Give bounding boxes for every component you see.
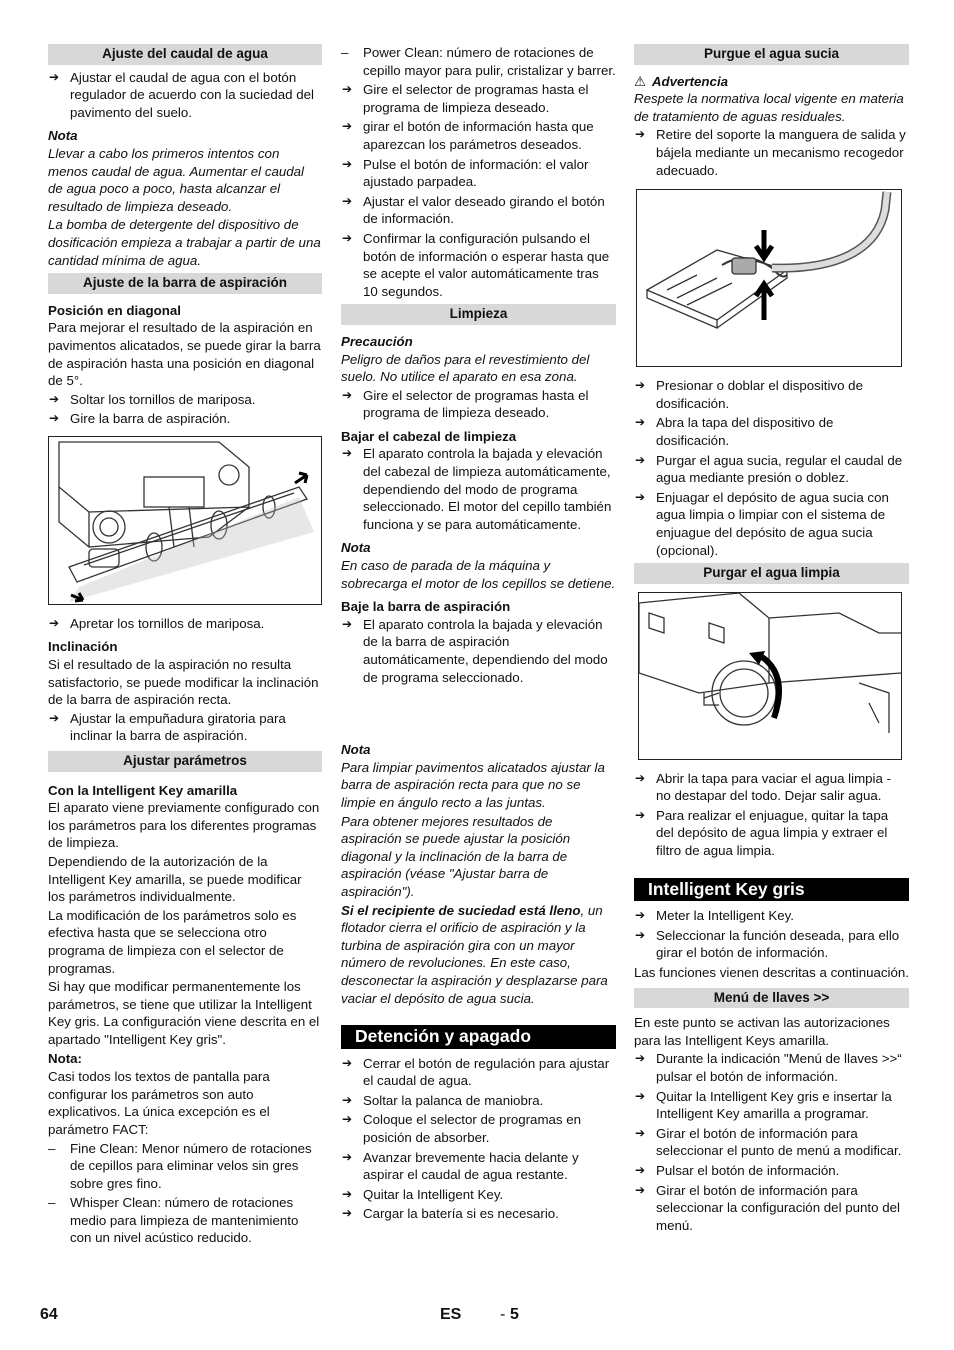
- paragraph: En este punto se activan las autorizaciones para las Intelligent Keys amarilla.: [634, 1015, 890, 1048]
- step: ➔ Abra la tapa del dispositivo de dosificación.: [635, 415, 834, 448]
- step: ➔ El aparato controla la bajada y elevación de la barra de aspiración automáticamente, dependiendo del modo de programa seleccionado.: [342, 616, 608, 685]
- caution-label: Precaución: [341, 333, 413, 349]
- dash-item: – Fine Clean: Menor número de rotaciones de cepillos para eliminar velos sin gres sobre gres fino.: [48, 1140, 312, 1191]
- paragraph: Si hay que modificar permanentemente los parámetros, se tiene que utilizar la Intelligent Key gris. La configuración viene descrita en el apartado "Intelligent Key gris".: [48, 979, 320, 1047]
- arrow-right-icon: ➔: [49, 615, 60, 630]
- heading-detencion: Detención y apagado: [341, 1025, 616, 1049]
- step: ➔ Pulsar el botón de información.: [635, 1162, 840, 1178]
- arrow-right-icon: ➔: [342, 1092, 353, 1107]
- arrow-right-icon: ➔: [342, 193, 353, 208]
- arrow-right-icon: ➔: [635, 1051, 646, 1066]
- warning-icon: ⚠: [634, 73, 646, 89]
- arrow-right-icon: ➔: [49, 411, 60, 426]
- language-code: ES: [440, 1306, 462, 1323]
- step: ➔ Meter la Intelligent Key.: [635, 908, 794, 924]
- arrow-right-icon: ➔: [635, 1088, 646, 1103]
- arrow-right-icon: ➔: [342, 446, 353, 461]
- paragraph: El aparato viene previamente configurado con los parámetros para los diferentes programas de limpieza.: [48, 800, 320, 851]
- arrow-right-icon: ➔: [342, 156, 353, 171]
- sub-page-number: 5: [510, 1306, 519, 1323]
- column-3: [634, 44, 909, 1236]
- page-number: 64: [40, 1306, 58, 1323]
- figure-hose: [636, 189, 902, 367]
- note-text: Llevar a cabo los primeros intentos con menos caudal de agua. Aumentar el caudal de agua poco a poco, hasta alcanzar el resultado de limpieza deseado.: [48, 145, 305, 214]
- arrow-right-icon: ➔: [342, 1112, 353, 1127]
- warning-label: ⚠ Advertencia: [634, 73, 729, 89]
- footer-dash: -: [500, 1306, 506, 1323]
- step: ➔ Durante la indicación "Menú de llaves >>“ pulsar el botón de información.: [635, 1051, 902, 1084]
- suction-bar-illustration: [49, 437, 321, 604]
- arrow-right-icon: ➔: [635, 127, 646, 142]
- step: ➔ Soltar la palanca de maniobra.: [342, 1092, 544, 1108]
- heading-caudal: Ajuste del caudal de agua: [48, 44, 322, 65]
- figure-clean-water-cap: [638, 592, 902, 760]
- step: ➔ Cerrar el botón de regulación para ajustar el caudal de agua.: [342, 1055, 610, 1089]
- step: ➔ Para realizar el enjuague, quitar la tapa del depósito de agua limpia y extraer el filtro de agua limpia.: [635, 807, 889, 859]
- arrow-right-icon: ➔: [342, 1149, 353, 1164]
- step: ➔ Retire del soporte la manguera de salida y bájela mediante un mecanismo recogedor adecuado.: [635, 127, 906, 178]
- step: ➔ Enjuagar el depósito de agua sucia con agua limpia o limpiar con el sistema de enjuague del depósito de agua sucia (opcional).: [635, 489, 889, 558]
- arrow-right-icon: ➔: [342, 119, 353, 134]
- cap-illustration: [639, 593, 901, 759]
- caution-text: Peligro de daños para el revestimiento del suelo. No utilice el aparato en esa zona.: [341, 351, 590, 385]
- step: ➔ Gire el selector de programas hasta el programa de limpieza deseado.: [342, 387, 589, 421]
- subheading-baje: Baje la barra de aspiración: [341, 599, 511, 615]
- arrow-right-icon: ➔: [342, 1206, 353, 1221]
- step: ➔ Apretar los tornillos de mariposa.: [49, 615, 265, 631]
- step: ➔ girar el botón de información hasta que aparezcan los parámetros deseados.: [342, 119, 594, 152]
- paragraph: La modificación de los parámetros solo es efectiva hasta que se selecciona otro programa de limpieza con el selector de programas.: [48, 907, 297, 976]
- note-label: Nota: [341, 540, 371, 556]
- arrow-right-icon: ➔: [635, 927, 646, 942]
- arrow-right-icon: ➔: [635, 908, 646, 923]
- step: ➔ Ajustar el valor deseado girando el botón de información.: [342, 193, 605, 227]
- note-text: Para obtener mejores resultados de aspiración se puede ajustar la posición diagonal y la inclinación de la barra de aspiración (véase "Ajustar barra de aspiración").: [341, 813, 571, 899]
- arrow-right-icon: ➔: [635, 1182, 646, 1197]
- note2-label: Nota:: [48, 1050, 82, 1066]
- step: ➔ Girar el botón de información para seleccionar el punto de menú a modificar.: [635, 1125, 902, 1159]
- paragraph: Casi todos los textos de pantalla para configurar los parámetros son auto explicativos. La única excepción es el parámetro FACT:: [48, 1069, 270, 1137]
- arrow-right-icon: ➔: [635, 489, 646, 504]
- arrow-right-icon: ➔: [342, 616, 353, 631]
- step: ➔ Ajustar la empuñadura giratoria para inclinar la barra de aspiración.: [49, 710, 286, 744]
- step: ➔ Gire la barra de aspiración.: [49, 411, 231, 427]
- step: ➔ Avanzar brevemente hacia delante y aspirar el caudal de agua restante.: [342, 1149, 579, 1183]
- heading-menu-llaves: Menú de llaves >>: [634, 988, 909, 1009]
- arrow-right-icon: ➔: [635, 415, 646, 430]
- arrow-right-icon: ➔: [342, 230, 353, 245]
- step: ➔ Quitar la Intelligent Key.: [342, 1186, 504, 1202]
- step: ➔ Gire el selector de programas hasta el programa de limpieza deseado.: [342, 82, 589, 115]
- subheading-inclinacion: Inclinación: [48, 639, 118, 655]
- arrow-right-icon: ➔: [635, 807, 646, 822]
- paragraph: Si el resultado de la aspiración no resulta satisfactorio, se puede modificar la inclinación de la barra de aspiración recta.: [48, 657, 319, 708]
- note-text: Para limpiar pavimentos alicatados ajustar la barra de aspiración recta para que no se limpie en ángulo recto a las juntas.: [341, 759, 605, 810]
- arrow-right-icon: ➔: [635, 770, 646, 785]
- dash-item: – Whisper Clean: número de rotaciones medio para limpieza de mantenimiento con un nivel acústico reducido.: [48, 1195, 299, 1246]
- subheading-ik-amarilla: Con la Intelligent Key amarilla: [48, 782, 238, 798]
- step: ➔ Pulse el botón de información: el valor ajustado parpadea.: [342, 156, 589, 190]
- arrow-right-icon: ➔: [635, 1125, 646, 1140]
- arrow-right-icon: ➔: [49, 69, 60, 84]
- arrow-right-icon: ➔: [49, 710, 60, 725]
- arrow-right-icon: ➔: [342, 387, 353, 402]
- step: ➔ Confirmar la configuración pulsando el botón de información o esperar hasta que se acepte el valor automáticamente tras 10 segundos.: [342, 230, 610, 299]
- heading-parametros: Ajustar parámetros: [48, 751, 322, 772]
- arrow-right-icon: ➔: [635, 1162, 646, 1177]
- arrow-right-icon: ➔: [49, 391, 60, 406]
- subheading-diagonal: Posición en diagonal: [48, 302, 181, 318]
- column-1: [48, 44, 322, 1249]
- arrow-right-icon: ➔: [635, 378, 646, 393]
- dash-item: – Power Clean: número de rotaciones de cepillo mayor para pulir, cristalizar y barrer.: [341, 45, 616, 78]
- arrow-right-icon: ➔: [342, 1055, 353, 1070]
- arrow-right-icon: ➔: [342, 82, 353, 97]
- column-2: [341, 44, 616, 1225]
- note-label: Nota: [48, 128, 78, 144]
- step: ➔ Ajustar el caudal de agua con el botón regulador de acuerdo con la suciedad del pavimento del suelo.: [49, 69, 314, 120]
- step: ➔ Quitar la Intelligent Key gris e insertar la Intelligent Key amarilla a programar.: [635, 1088, 892, 1122]
- step: ➔ Seleccionar la función deseada, para ello girar el botón de información.: [635, 927, 900, 961]
- subheading-bajar: Bajar el cabezal de limpieza: [341, 428, 517, 444]
- step: ➔ Abrir la tapa para vaciar el agua limpia - no destapar del todo. Dejar salir agua.: [635, 770, 892, 804]
- heading-purgar-limpia: Purgar el agua limpia: [634, 563, 909, 584]
- paragraph: Para mejorar el resultado de la aspiración en pavimentos alicatados, se puede girar la barra de aspiración hasta una posición en diagonal de 5°.: [48, 320, 321, 389]
- step: ➔ Soltar los tornillos de mariposa.: [49, 391, 256, 407]
- heading-ik-gris: Intelligent Key gris: [634, 878, 909, 902]
- figure-suction-bar: [48, 436, 322, 605]
- hose-illustration: [637, 190, 901, 366]
- note-label: Nota: [341, 742, 371, 758]
- paragraph: Dependiendo de la autorización de la Intelligent Key amarilla, se puede modificar los parámetros individualmente.: [48, 854, 302, 905]
- arrow-right-icon: ➔: [635, 452, 646, 467]
- step: ➔ Coloque el selector de programas en posición de absorber.: [342, 1112, 582, 1146]
- heading-barra: Ajuste de la barra de aspiración: [48, 273, 322, 294]
- note-text: Si el recipiente de suciedad está lleno, un flotador cierra el orificio de aspiración y la turbina de aspiración gira con un mayor número de revoluciones. En este caso, desconectar la aspiración y desplazarse para vaciar el depósito de agua sucia.: [341, 902, 608, 1006]
- paragraph: Las funciones vienen descritas a continuación.: [634, 965, 909, 981]
- arrow-right-icon: ➔: [342, 1186, 353, 1201]
- step: ➔ Presionar o doblar el dispositivo de dosificación.: [635, 378, 863, 411]
- step: ➔ Cargar la batería si es necesario.: [342, 1206, 559, 1222]
- note-text: La bomba de detergente del dispositivo de dosificación empieza a trabajar a partir de una cantidad mínima de agua.: [48, 217, 321, 268]
- step: ➔ El aparato controla la bajada y elevación del cabezal de limpieza automáticamente, dependiendo del modo de programa seleccionado. El motor del cepillo también funciona y se para automáticamente.: [342, 446, 612, 532]
- step: ➔ Purgar el agua sucia, regular el caudal de agua mediante presión o doblez.: [635, 452, 903, 486]
- step: ➔ Girar el botón de información para seleccionar la configuración del punto del menú.: [635, 1182, 900, 1233]
- heading-purgue: Purgue el agua sucia: [634, 44, 909, 65]
- warning-text: Respete la normativa local vigente en materia de tratamiento de aguas residuales.: [634, 91, 904, 124]
- heading-limpieza: Limpieza: [341, 304, 616, 325]
- note-text: En caso de parada de la máquina y sobrecarga el motor de los cepillos se detiene.: [341, 558, 616, 591]
